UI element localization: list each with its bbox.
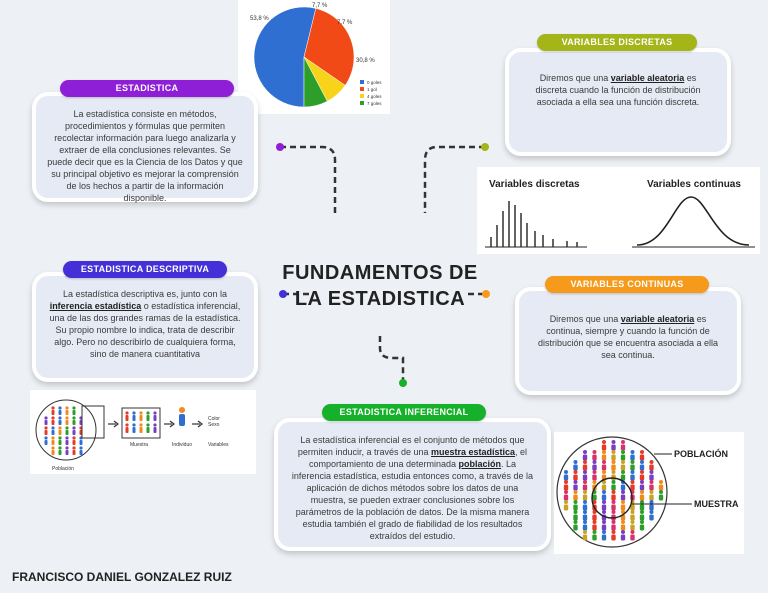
person-head xyxy=(153,411,156,414)
person-head xyxy=(72,446,75,449)
person-body xyxy=(73,440,76,445)
crowd-head xyxy=(640,480,644,484)
continuas-text-1: Diremos que una xyxy=(549,314,621,324)
crowd-body xyxy=(564,485,568,491)
crowd-body xyxy=(583,465,587,471)
sample-image xyxy=(30,390,256,474)
inferencial-text xyxy=(290,434,535,542)
descriptiva-card xyxy=(32,272,258,382)
crowd-body xyxy=(640,465,644,471)
crowd-body xyxy=(621,465,625,471)
inferencial-card xyxy=(274,418,551,551)
crowd-body xyxy=(602,485,606,491)
person-head xyxy=(125,423,128,426)
inferencial-link-poblacion[interactable]: población xyxy=(458,459,502,469)
crowd-body xyxy=(583,535,587,541)
person-head xyxy=(65,406,68,409)
estadistica-text: La estadística consiste en métodos, procedimientos y fórmulas que permiten recolectar información para luego analizarla y extraer de ella conclusiones relevantes. Se puede decir que es la Ciencia de los Datos y que su principal objetivo es mejorar la comprensión de los hechos a partir de la información disponible. xyxy=(47,109,243,203)
crowd-head xyxy=(593,480,597,484)
crowd-body xyxy=(583,525,587,531)
crowd-head xyxy=(612,440,616,444)
crowd-body xyxy=(630,455,634,461)
crowd-head xyxy=(650,510,654,514)
crowd-head xyxy=(612,500,616,504)
person-head xyxy=(79,446,82,449)
continuas-text-2: es continua, siempre y cuando la función de distribución que se encuentra asociada a ella sea continua. xyxy=(537,314,719,360)
population-illustration xyxy=(554,432,744,554)
crowd-body xyxy=(640,505,644,511)
inferencial-text-3: . La inferencia estadística, estudia entonces como, a través de la aplicación de dichos métodos sobre los datos de una muestra, se pueden extraer conclusiones sobre los parámetros de la población de datos. De la misma manera estudia también el grado de fiabilidad de los resultados extraídos del estudio. xyxy=(291,459,534,541)
crowd-body xyxy=(611,505,615,511)
person-head xyxy=(139,423,142,426)
crowd-body xyxy=(649,475,653,481)
person-head xyxy=(72,426,75,429)
crowd-head xyxy=(583,510,587,514)
crowd-head xyxy=(583,450,587,454)
crowd-head xyxy=(602,490,606,494)
crowd-body xyxy=(649,485,653,491)
person-body xyxy=(140,415,143,421)
sample-muestra-label: Muestra xyxy=(130,442,149,448)
descriptiva-link[interactable]: inferencia estadística xyxy=(49,301,142,311)
pie-legend-swatch xyxy=(360,94,364,98)
crowd-body xyxy=(640,515,644,521)
crowd-head xyxy=(621,450,625,454)
crowd-body xyxy=(621,495,625,501)
node-dot-estadistica xyxy=(276,143,284,151)
crowd-head xyxy=(593,530,597,534)
person-body xyxy=(126,427,129,433)
crowd-body xyxy=(621,455,625,461)
crowd-head xyxy=(593,450,597,454)
crowd-body xyxy=(611,525,615,531)
inferencial-text-1: La estadística inferencial es el conjunto de métodos que permiten inducir, a través de una xyxy=(297,435,525,457)
crowd-head xyxy=(574,510,578,514)
crowd-body xyxy=(640,495,644,501)
popimg-poblacion-label: POBLACIÓN xyxy=(674,449,728,459)
crowd-head xyxy=(621,460,625,464)
crowd-head xyxy=(640,500,644,504)
crowd-head xyxy=(650,460,654,464)
discretas-text xyxy=(523,72,713,108)
crowd-head xyxy=(583,500,587,504)
crowd-body xyxy=(659,495,663,501)
pie-legend-swatch xyxy=(360,87,364,91)
crowd-body xyxy=(640,455,644,461)
crowd-head xyxy=(583,480,587,484)
discretas-text-1: Diremos que una xyxy=(539,73,611,83)
inferencial-text-2: , el comportamiento de una determinada xyxy=(308,447,528,469)
crowd-head xyxy=(640,470,644,474)
person-head xyxy=(44,436,47,439)
pie-legend-entry: 4 goles xyxy=(367,94,382,99)
estadistica-label: ESTADISTICA xyxy=(60,80,234,97)
person-body xyxy=(154,427,157,433)
crowd-body xyxy=(564,475,568,481)
continuas-card xyxy=(515,287,741,395)
person-head xyxy=(51,436,54,439)
crowd-head xyxy=(583,460,587,464)
crowd-body xyxy=(602,455,606,461)
continuas-link[interactable]: variable aleatoria xyxy=(620,314,695,324)
central-title: FUNDAMENTOS DE LA ESTADISTICA xyxy=(282,262,478,310)
crowd-body xyxy=(611,535,615,541)
person-head xyxy=(58,416,61,419)
author-name: FRANCISCO DANIEL GONZALEZ RUIZ xyxy=(12,570,232,584)
crowd-body xyxy=(573,485,577,491)
crowd-head xyxy=(602,520,606,524)
crowd-head xyxy=(612,490,616,494)
continuas-text xyxy=(533,313,723,361)
continuas-label: VARIABLES CONTINUAS xyxy=(545,276,709,293)
person-head xyxy=(146,411,149,414)
discretas-label: VARIABLES DISCRETAS xyxy=(537,34,697,51)
person-body xyxy=(66,410,69,415)
crowd-head xyxy=(564,500,568,504)
crowd-head xyxy=(602,460,606,464)
person-head xyxy=(58,436,61,439)
crowd-head xyxy=(621,530,625,534)
crowd-head xyxy=(602,470,606,474)
crowd-body xyxy=(611,465,615,471)
person-body xyxy=(73,450,76,455)
person-head xyxy=(72,416,75,419)
person-body xyxy=(133,415,136,421)
crowd-body xyxy=(630,485,634,491)
crowd-head xyxy=(574,520,578,524)
person-body xyxy=(126,415,129,421)
crowd-head xyxy=(631,510,635,514)
person-head xyxy=(58,446,61,449)
person-body xyxy=(147,415,150,421)
crowd-head xyxy=(631,480,635,484)
crowd-head xyxy=(612,450,616,454)
crowd-body xyxy=(592,525,596,531)
crowd-body xyxy=(573,525,577,531)
sample-sexo-label: Sexo xyxy=(208,422,220,428)
crowd-head xyxy=(621,520,625,524)
crowd-head xyxy=(612,480,616,484)
crowd-body xyxy=(640,475,644,481)
crowd-body xyxy=(611,445,615,451)
crowd-head xyxy=(564,490,568,494)
person-head xyxy=(72,436,75,439)
crowd-head xyxy=(564,480,568,484)
crowd-body xyxy=(611,455,615,461)
crowd-head xyxy=(659,490,663,494)
person-body xyxy=(66,430,69,435)
person-head xyxy=(58,406,61,409)
crowd-body xyxy=(602,525,606,531)
crowd-body xyxy=(649,515,653,521)
pie-chart xyxy=(238,0,390,114)
crowd-body xyxy=(649,465,653,471)
crowd-body xyxy=(602,465,606,471)
person-head xyxy=(146,423,149,426)
population-image xyxy=(554,432,744,554)
crowd-body xyxy=(630,535,634,541)
crowd-body xyxy=(583,505,587,511)
crowd-body xyxy=(592,535,596,541)
discretas-link[interactable]: variable aleatoria xyxy=(610,73,685,83)
crowd-head xyxy=(564,470,568,474)
pie-slice-label: 53,8 % xyxy=(250,16,269,22)
person-body xyxy=(45,420,48,425)
person-body xyxy=(66,420,69,425)
person-body xyxy=(80,440,83,445)
crowd-head xyxy=(583,490,587,494)
person-head xyxy=(51,446,54,449)
crowd-head xyxy=(631,520,635,524)
variables-image xyxy=(477,167,760,254)
crowd-head xyxy=(621,470,625,474)
person-body xyxy=(59,410,62,415)
crowd-body xyxy=(573,505,577,511)
crowd-body xyxy=(573,465,577,471)
person-body xyxy=(59,440,62,445)
person-body xyxy=(133,427,136,433)
pie-slice-label: 7,7 % xyxy=(312,3,328,9)
crowd-head xyxy=(612,510,616,514)
pie-legend-entry: 7 goles xyxy=(367,101,382,106)
crowd-body xyxy=(621,525,625,531)
crowd-body xyxy=(583,475,587,481)
crowd-body xyxy=(573,475,577,481)
crowd-body xyxy=(630,515,634,521)
descriptiva-text xyxy=(46,288,244,360)
person-head xyxy=(51,406,54,409)
crowd-body xyxy=(659,485,663,491)
pie-slice-label: 30,8 % xyxy=(356,58,375,64)
sample-individuo-label: Individuo xyxy=(172,442,193,448)
crowd-body xyxy=(602,495,606,501)
person-body xyxy=(73,420,76,425)
person-head xyxy=(72,406,75,409)
crowd-head xyxy=(602,440,606,444)
person-body xyxy=(52,440,55,445)
descriptiva-text-2: o estadística inferencial, una de las dos grandes ramas de la estadística. Su propio nombre lo indica, trata de describir algo. Pero no describirlo de cualquiera forma, sino de manera cuantitativa xyxy=(49,301,241,359)
sample-variables-label: Variables xyxy=(208,442,229,448)
crowd-head xyxy=(612,460,616,464)
crowd-body xyxy=(564,495,568,501)
person-head xyxy=(153,423,156,426)
crowd-head xyxy=(631,450,635,454)
estadistica-card xyxy=(32,92,258,202)
crowd-body xyxy=(621,505,625,511)
crowd-head xyxy=(583,470,587,474)
crowd-body xyxy=(592,475,596,481)
crowd-body xyxy=(592,515,596,521)
individuo-head xyxy=(179,407,185,413)
person-body xyxy=(45,440,48,445)
pie-legend-entry: 1 gol xyxy=(367,87,377,92)
sample-color-label: Color xyxy=(208,416,220,422)
person-body xyxy=(140,427,143,433)
crowd-body xyxy=(592,455,596,461)
crowd-body xyxy=(602,505,606,511)
crowd-body xyxy=(573,495,577,501)
crowd-head xyxy=(602,450,606,454)
crowd-body xyxy=(573,515,577,521)
person-head xyxy=(44,426,47,429)
pie-legend-swatch xyxy=(360,80,364,84)
person-body xyxy=(59,420,62,425)
crowd-body xyxy=(621,485,625,491)
discretas-card xyxy=(505,48,731,156)
person-body xyxy=(154,415,157,421)
person-body xyxy=(73,410,76,415)
crowd-body xyxy=(649,495,653,501)
crowd-head xyxy=(593,520,597,524)
person-head xyxy=(65,426,68,429)
person-body xyxy=(73,430,76,435)
crowd-body xyxy=(564,505,568,511)
node-dot-inferencial xyxy=(399,379,407,387)
inferencial-link-muestra[interactable]: muestra estadística xyxy=(431,447,516,457)
crowd-body xyxy=(621,445,625,451)
crowd-head xyxy=(631,530,635,534)
crowd-head xyxy=(650,490,654,494)
crowd-head xyxy=(640,450,644,454)
person-head xyxy=(51,416,54,419)
crowd-head xyxy=(574,500,578,504)
crowd-body xyxy=(649,505,653,511)
person-head xyxy=(51,426,54,429)
crowd-body xyxy=(621,535,625,541)
crowd-body xyxy=(640,485,644,491)
crowd-head xyxy=(650,480,654,484)
crowd-head xyxy=(640,490,644,494)
crowd-head xyxy=(593,460,597,464)
crowd-head xyxy=(640,510,644,514)
node-dot-discretas xyxy=(481,143,489,151)
person-body xyxy=(66,440,69,445)
person-body xyxy=(52,410,55,415)
popimg-muestra-label: MUESTRA xyxy=(694,499,739,509)
crowd-body xyxy=(611,485,615,491)
pie-legend-swatch xyxy=(360,101,364,105)
descriptiva-text-1: La estadística descriptiva es, junto con la xyxy=(62,289,228,299)
var-img-discretas-label: Variables discretas xyxy=(489,179,580,190)
inferencial-label: ESTADISTICA INFERENCIAL xyxy=(322,404,486,421)
person-head xyxy=(44,416,47,419)
node-dot-continuas xyxy=(482,290,490,298)
person-body xyxy=(52,420,55,425)
crowd-head xyxy=(621,440,625,444)
crowd-body xyxy=(583,485,587,491)
crowd-head xyxy=(650,500,654,504)
person-head xyxy=(65,436,68,439)
crowd-head xyxy=(621,490,625,494)
crowd-head xyxy=(640,520,644,524)
person-head xyxy=(58,426,61,429)
crowd-body xyxy=(630,465,634,471)
person-body xyxy=(45,430,48,435)
crowd-body xyxy=(583,495,587,501)
descriptiva-label: ESTADISTICA DESCRIPTIVA xyxy=(63,261,227,278)
crowd-head xyxy=(612,520,616,524)
pie-chart-image xyxy=(238,0,390,114)
pie-legend-entry: 0 goles xyxy=(367,80,382,85)
crowd-head xyxy=(650,470,654,474)
crowd-head xyxy=(612,530,616,534)
crowd-head xyxy=(574,460,578,464)
crowd-body xyxy=(602,445,606,451)
person-head xyxy=(125,411,128,414)
person-body xyxy=(66,450,69,455)
crowd-head xyxy=(640,460,644,464)
person-head xyxy=(132,423,135,426)
person-body xyxy=(52,450,55,455)
crowd-head xyxy=(621,500,625,504)
person-head xyxy=(65,446,68,449)
crowd-head xyxy=(574,480,578,484)
crowd-body xyxy=(640,525,644,531)
var-img-continuas-label: Variables continuas xyxy=(647,179,741,190)
person-body xyxy=(147,427,150,433)
person-head xyxy=(139,411,142,414)
crowd-head xyxy=(583,520,587,524)
individuo-body xyxy=(179,414,185,426)
person-body xyxy=(59,450,62,455)
person-head xyxy=(132,411,135,414)
crowd-body xyxy=(602,535,606,541)
crowd-body xyxy=(583,515,587,521)
discretas-text-2: es discreta cuando la función de distribución asociada a ella sea una función discreta. xyxy=(535,73,701,107)
crowd-body xyxy=(592,495,596,501)
person-body xyxy=(59,430,62,435)
crowd-body xyxy=(630,525,634,531)
person-body xyxy=(52,430,55,435)
crowd-head xyxy=(583,530,587,534)
crowd-body xyxy=(630,475,634,481)
crowd-head xyxy=(574,490,578,494)
person-body xyxy=(80,450,83,455)
person-head xyxy=(65,416,68,419)
crowd-head xyxy=(593,470,597,474)
sample-illustration xyxy=(30,390,256,474)
crowd-head xyxy=(574,470,578,474)
crowd-head xyxy=(612,470,616,474)
pie-slice-label: 7,7 % xyxy=(337,20,353,26)
crowd-head xyxy=(602,500,606,504)
sample-poblacion-label: Población xyxy=(52,466,74,472)
crowd-body xyxy=(611,495,615,501)
variables-illustration xyxy=(477,167,760,254)
crowd-head xyxy=(602,530,606,534)
crowd-head xyxy=(602,510,606,514)
crowd-head xyxy=(659,480,663,484)
crowd-head xyxy=(631,470,635,474)
crowd-body xyxy=(592,465,596,471)
crowd-body xyxy=(583,455,587,461)
crowd-head xyxy=(631,460,635,464)
